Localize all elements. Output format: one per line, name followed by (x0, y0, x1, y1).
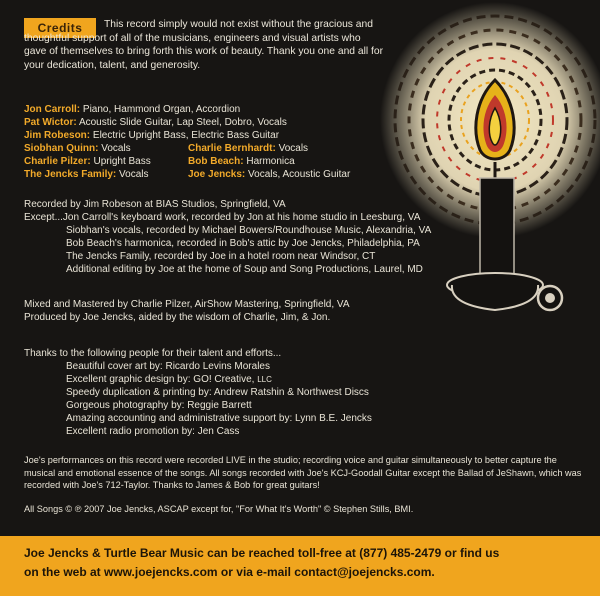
musician-row (24, 116, 404, 129)
thanks-section (24, 347, 494, 438)
musician-name: Charlie Pilzer: (24, 156, 91, 167)
musician-role: Electric Upright Bass, Electric Bass Guitar (92, 130, 280, 141)
musician-row (24, 142, 404, 155)
musician-role: Upright Bass (93, 156, 151, 167)
thanks-line: Beautiful cover art by: Ricardo Levins Morales (66, 361, 270, 372)
musician-name: Pat Wictor: (24, 117, 77, 128)
musician-name: Jon Carroll: (24, 104, 81, 115)
producer-line: Produced by Joe Jencks, aided by the wisdom of Charlie, Jim, & Jon. (24, 312, 331, 323)
copyright-line: All Songs © ℗ 2007 Joe Jencks, ASCAP except for, "For What It's Worth" © Stephen Stills, BMI. (24, 504, 414, 514)
musician-role: Vocals (278, 143, 309, 154)
thanks-line: Gorgeous photography by: Reggie Barrett (66, 400, 252, 411)
musician-name: Bob Beach: (188, 156, 244, 167)
contact-line-2: on the web at www.joejencks.com or via e-mail contact@joejencks.com. (24, 565, 435, 579)
intro-paragraph: This record simply would not exist without the gracious and thoughtful support of all of the musicians, engineers and visual artists who gave of themselves to bring forth this work of beauty. Thank you one and all for your dedication, talent, and generosity. (24, 19, 384, 71)
musicians-list (24, 103, 404, 181)
musician-name: Jim Robeson: (24, 130, 91, 141)
musician-role: Vocals (119, 169, 149, 180)
thanks-line: Speedy duplication & printing by: Andrew Ratshin & Northwest Discs (66, 387, 369, 398)
design-credit: Excellent graphic design by: GO! Creative, (66, 374, 255, 385)
musician-name: The Jencks Family: (24, 169, 117, 180)
contact-banner (0, 536, 600, 596)
recording-line: Siobhan's vocals, recorded by Michael Bowers/Roundhouse Music, Alexandria, VA (66, 225, 432, 236)
musician-name: Joe Jencks: (188, 169, 246, 180)
musician-row (24, 155, 404, 168)
candle-holder (447, 273, 562, 310)
mixing-line: Mixed and Mastered by Charlie Pilzer, AirShow Mastering, Springfield, VA (24, 299, 350, 310)
musician-row (24, 129, 404, 142)
performance-note: Joe's performances on this record were recorded LIVE in the studio; recording voice and guitar simultaneously to better capture the musical and emotional essence of the songs. All songs recorded with Joe's KCJ-Goodall Guitar except the Ballad of JeShawn, which was recorded with Joe's 712-Taylor. Thanks to James & Bob for great guitars! (24, 455, 582, 490)
candle-body (480, 162, 514, 278)
musician-col2 (188, 142, 308, 155)
thanks-line (24, 373, 494, 386)
musician-role: Acoustic Slide Guitar, Lap Steel, Dobro, Vocals (78, 117, 287, 128)
recording-line: The Jencks Family, recorded by Joe in a hotel room near Windsor, CT (66, 251, 376, 262)
recording-line: Additional editing by Joe at the home of Soup and Song Productions, Laurel, MD (66, 264, 423, 275)
musician-row (24, 168, 404, 181)
recording-line: Bob Beach's harmonica, recorded in Bob's attic by Joe Jencks, Philadelphia, PA (66, 238, 420, 249)
musician-col2 (188, 155, 295, 168)
contact-line-1: Joe Jencks & Turtle Bear Music can be reached toll-free at (877) 485-2479 or find us (24, 546, 500, 560)
musician-role: Vocals, Acoustic Guitar (248, 169, 351, 180)
recording-except: Except...Jon Carroll's keyboard work, recorded by Jon at his home studio in Leesburg, VA (24, 212, 421, 223)
recording-main: Recorded by Jim Robeson at BIAS Studios, Springfield, VA (24, 199, 286, 210)
musician-name: Charlie Bernhardt: (188, 143, 276, 154)
musician-name: Siobhan Quinn: (24, 143, 99, 154)
design-suffix: LLC (257, 375, 272, 384)
musician-role: Harmonica (246, 156, 295, 167)
thanks-heading: Thanks to the following people for their talent and efforts... (24, 348, 282, 359)
musician-col2 (188, 168, 350, 181)
thanks-line: Excellent radio promotion by: Jen Cass (66, 426, 240, 437)
musician-row (24, 103, 404, 116)
musician-role: Piano, Hammond Organ, Accordion (82, 104, 241, 115)
thanks-line: Amazing accounting and administrative support by: Lynn B.E. Jencks (66, 413, 372, 424)
candle-illustration (370, 0, 600, 330)
credits-tag: Credits (24, 18, 96, 38)
musician-role: Vocals (101, 143, 131, 154)
